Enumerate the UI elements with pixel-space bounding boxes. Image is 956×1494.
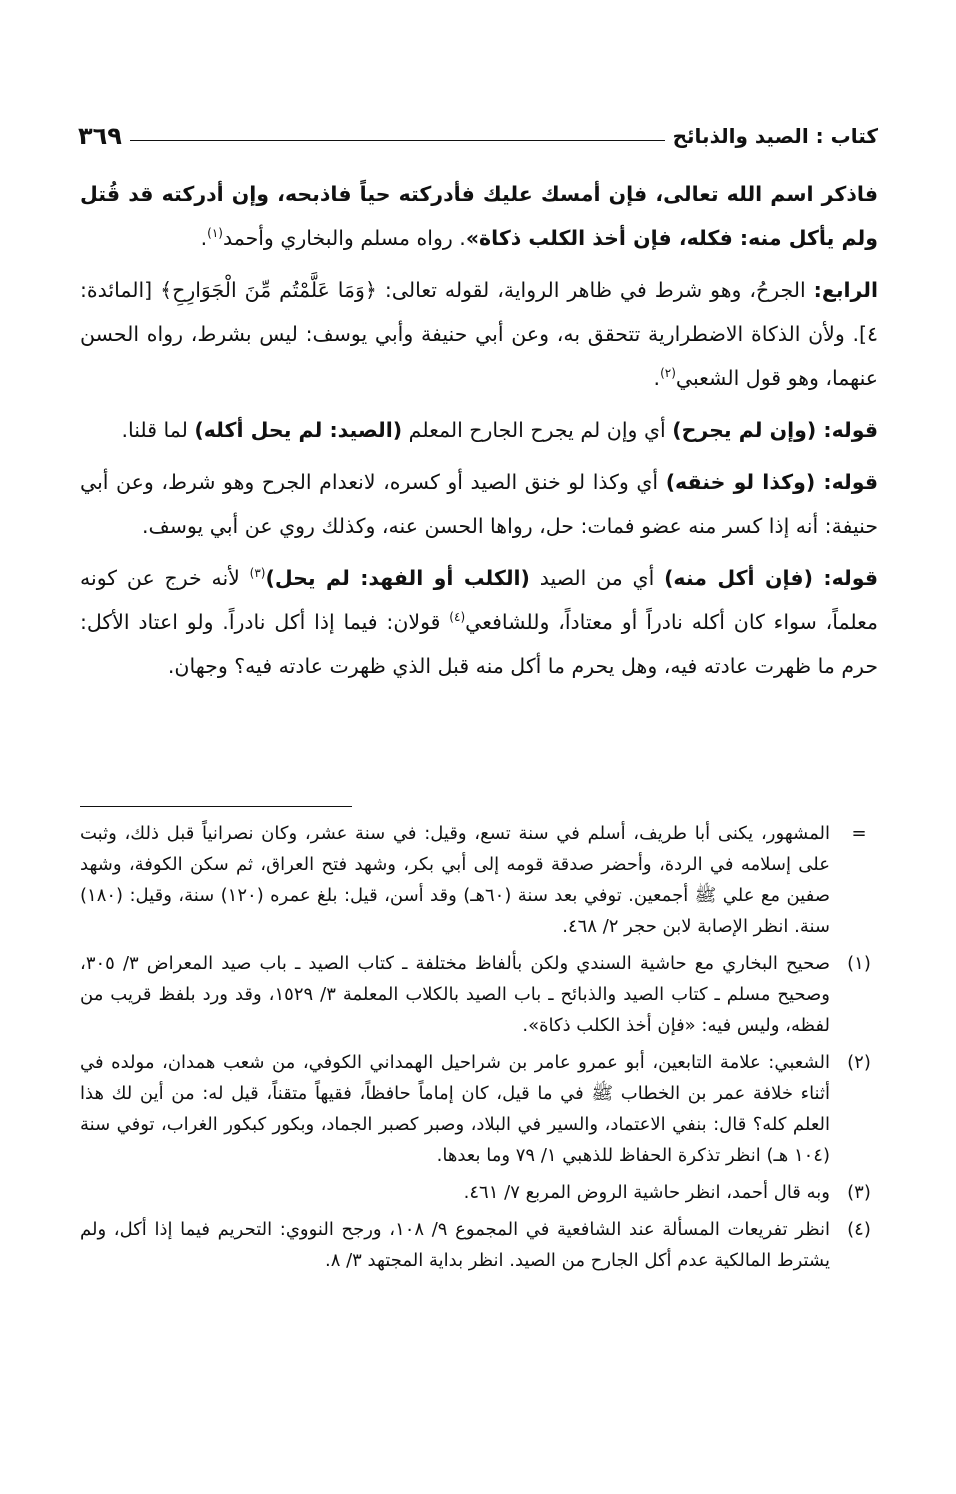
paragraph-text: أي وإن لم يجرح الجارح المعلم bbox=[402, 418, 673, 442]
footnote-marker: (٢) bbox=[847, 1052, 871, 1073]
page-number: ٣٦٩ bbox=[78, 122, 122, 150]
footnote-text: صحيح البخاري مع حاشية السندي ولكن بألفاظ مختلفة ـ كتاب الصيد ـ باب صيد المعراض ٣/ ٣٠٥، وصحيح مسلم ـ كتاب الصيد والذبائح ـ باب الصيد بالكلاب المعلمة ٣/ ١٥٢٩، وقد ورد بلفظ قريب من لفظه، وليس فيه: «فإن أخذ الكلب ذكاة». bbox=[80, 953, 830, 1036]
footnote-marker: (٤) bbox=[847, 1219, 871, 1240]
footnotes bbox=[80, 818, 878, 1282]
matn-quote: (وكذا لو خنقه) bbox=[665, 470, 824, 494]
footnote-text: الشعبي: علامة التابعين، أبو عمرو عامر بن شراحيل الهمداني الكوفي، من شعب همدان، مولده في أثناء خلافة عمر بن الخطاب ﷺ في ما قيل، كان إماماً حافظاً، فقيهاً متقناً، قيل له: من أين لك هذا العلم كله؟ قال: بنفي الاعتماد، والسير في البلاد، وصبر كصبر الجماد، وبكور كبكور الغراب، توفي سنة (١٠٤ هـ) انظر تذكرة الحفاظ للذهبي ١/ ٧٩ وما بعدها. bbox=[80, 1052, 830, 1166]
footnote-ref-1[interactable]: (١) bbox=[207, 226, 223, 241]
paragraph-1 bbox=[80, 172, 878, 260]
paragraph-text: [المائدة: ٤]. ولأن الذكاة الاضطرارية تتحقق به، وعن أبي حنيفة وأبي يوسف: ليس بشرط، رواه الحسن عنهما، وهو قول الشعبي bbox=[80, 278, 878, 390]
paragraph-text: الجرحُ، وهو شرط في ظاهر الرواية، لقوله تعالى: bbox=[376, 278, 814, 302]
paragraph-5 bbox=[80, 556, 878, 688]
matn-quote: (الصيد: لم يحل أكله) bbox=[194, 418, 403, 442]
matn-quote: (الكلب أو الفهد: لم يحل) bbox=[265, 566, 530, 590]
hadith-source: . رواه مسلم والبخاري وأحمد bbox=[222, 226, 466, 250]
footnote-continued bbox=[80, 818, 878, 942]
qawluhu-label: قوله: bbox=[823, 418, 878, 442]
footnote-ref-3[interactable]: (٣) bbox=[249, 566, 266, 581]
paragraph-text: لأنه خرج عن كونه معلماً، سواء كان أكله نادراً أو معتاداً، وللشافعي bbox=[80, 566, 878, 634]
footnote-2 bbox=[80, 1047, 878, 1171]
paragraph-end: . bbox=[200, 226, 208, 250]
footnote-1 bbox=[80, 948, 878, 1041]
header-title: كتاب : الصيد والذبائح bbox=[672, 124, 878, 148]
paragraph-4 bbox=[80, 460, 878, 548]
header-rule bbox=[130, 140, 665, 141]
footnote-ref-4[interactable]: (٤) bbox=[449, 610, 466, 625]
footnote-3 bbox=[80, 1177, 878, 1208]
footnote-text: المشهور، يكنى أبا طريف، أسلم في سنة تسع، وقيل: في سنة عشر، وكان نصرانياً قبل ذلك، وثبت على إسلامه في الردة، وأحضر صدقة قومه إلى أبي بكر، وشهد فتح العراق، ثم سكن الكوفة، وشهد صفين مع علي ﷺ أجمعين. توفي بعد سنة (٦٠هـ) وقد أسن، قيل: بلغ عمره (١٢٠) سنة، وقيل: (١٨٠) سنة. انظر الإصابة لابن حجر ٢/ ٤٦٨. bbox=[80, 823, 830, 937]
footnote-4 bbox=[80, 1214, 878, 1276]
paragraph-text: أي من الصيد bbox=[529, 566, 665, 590]
quran-quote: ﴿وَمَا عَلَّمْتُم مِّنَ الْجَوَارِحِ﴾ bbox=[160, 278, 377, 302]
paragraph-text: لما قلنا. bbox=[121, 418, 195, 442]
paragraph-2 bbox=[80, 268, 878, 400]
matn-quote: (فإن أكل منه) bbox=[664, 566, 824, 590]
qawluhu-label: قوله: bbox=[823, 566, 878, 590]
hadith-text: فاذكر اسم الله تعالى، فإن أمسك عليك فأدركته حياً فاذبحه، وإن أدركته قد قُتل ولم يأكل منه: فكله، فإن أخذ الكلب ذكاة» bbox=[80, 182, 878, 250]
footnote-marker: = bbox=[851, 823, 867, 844]
footnote-ref-2[interactable]: (٢) bbox=[660, 366, 676, 381]
paragraph-text: أي وكذا لو خنق الصيد أو كسره، لانعدام الجرح وهو شرط، وعن أبي حنيفة: أنه إذا كسر منه عضو فمات: حل، رواها الحسن عنه، وكذلك روي عن أبي يوسف. bbox=[80, 470, 878, 538]
footnote-text: انظر تفريعات المسألة عند الشافعية في المجموع ٩/ ١٠٨، ورجح النووي: التحريم فيما إذا أكل، ولم يشترط المالكية عدم أكل الجارح من الصيد. انظر بداية المجتهد ٣/ ٨. bbox=[80, 1219, 830, 1271]
paragraph-end: . bbox=[653, 366, 661, 390]
matn-quote: (وإن لم يجرح) bbox=[672, 418, 824, 442]
paragraph-3 bbox=[80, 408, 878, 452]
qawluhu-label: قوله: bbox=[823, 470, 878, 494]
footnote-marker: (١) bbox=[847, 953, 871, 974]
paragraph-text: قولان: فيما إذا أكل نادراً. ولو اعتاد الأكل: حرم ما ظهرت عادته فيه، وهل يحرم ما أكل منه قبل الذي ظهرت عادته فيه؟ وجهان. bbox=[80, 610, 878, 678]
main-text bbox=[80, 172, 878, 696]
section-label: الرابع: bbox=[813, 278, 879, 302]
footnote-text: وبه قال أحمد، انظر حاشية الروض المربع ٧/ ٤٦١. bbox=[463, 1182, 830, 1203]
footnote-separator bbox=[80, 806, 352, 807]
footnote-marker: (٣) bbox=[847, 1182, 871, 1203]
running-header bbox=[78, 118, 878, 154]
